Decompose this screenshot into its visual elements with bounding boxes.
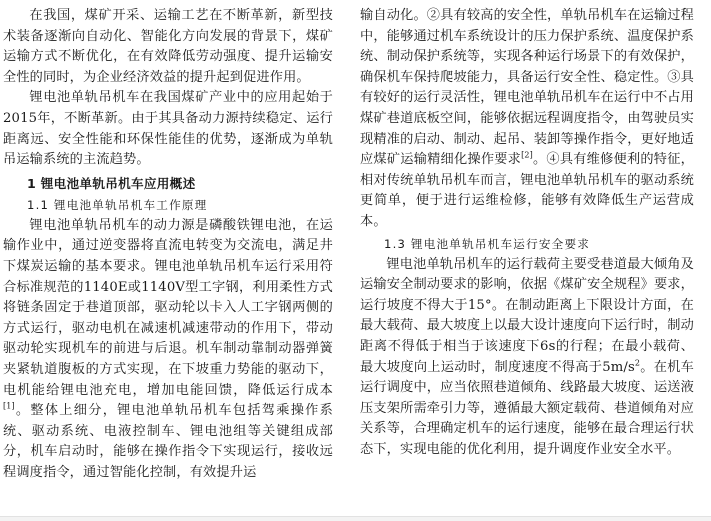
horizontal-scrollbar[interactable] (0, 516, 711, 521)
right-column (360, 6, 694, 460)
advantages-text-part2: 。④具有维修便利的特征，相对传统单轨吊机车而言，锂电池单轨吊机车的驱动系统更简单，便于进行运维检修，能够有效降低生产运营成本。 (360, 152, 694, 229)
advantages-paragraph (360, 6, 694, 233)
section-1-1-heading: 1.1 锂电池单轨吊机车工作原理 (27, 197, 208, 212)
principle-text-part1: 锂电池单轨吊机车的动力源是磷酸铁锂电池，在运输作业中，通过逆变器将直流电转变为交流电，满足井下煤炭运输的基本要求。锂电池单轨吊机车运行采用符合标准规范的1140E或1140V型工字钢，利用柔性方式将链条固定于巷道顶部，驱动轮以卡入人工字钢两侧的方式运行，驱动电机在减速机减速带动的作用下，带动驱动轮实现机车的前进与后退。机车制动靠制动器弹簧夹紧轨道腹板的方式实现，在下坡重力势能的驱动下，电机能给锂电池充电，增加电能回馈，降低运行成本 (3, 217, 333, 398)
superscript-2: 2 (634, 358, 641, 368)
principle-text-part2: 。整体上细分，锂电池单轨吊机车包括驾乘操作系统、驱动系统、电液控制车、锂电池组等关键组成部分，机车启动时，能够在操作指令下实现运行，接收远程调度指令，通过智能化控制，有效提升运 (3, 403, 333, 480)
safety-text-part1: 锂电池单轨吊机车的运行载荷主要受巷道最大倾角及运输安全制动要求的影响，依据《煤矿安全规程》要求，运行坡度不得大于15°。在制动距离上下限设计方面，在最大载荷、最大坡度上以最大设计速度向下运行时，制动距离不得低于相当于该速度下6s的行程；在最小载荷、最大坡度向上运动时，制度速度不得高于5m/s (360, 256, 694, 375)
citation-ref-1[interactable]: [1] (3, 401, 15, 411)
citation-ref-2[interactable]: [2] (521, 150, 533, 160)
history-paragraph: 锂电池单轨吊机车在我国煤矿产业中的应用起始于2015年，不断革新。由于其具备动力源持续稳定、运行距离远、安全性能和环保性能佳的优势，逐渐成为单轨吊运输系统的主流趋势。 (3, 90, 333, 168)
section-1-3-heading: 1.3 锂电池单轨吊机车运行安全要求 (384, 236, 591, 251)
principle-paragraph (3, 216, 333, 484)
safety-paragraph (360, 255, 694, 461)
safety-text-part2: 。在机车运行调度中，应当依照巷道倾角、线路最大坡度、运送液压支架所需牵引力等，遵循最大额定载荷、巷道倾角对应关系等，合理确定机车的运行速度，能够在最合理运行状态下，实现电能的优化利用，提升调度作业安全水平。 (360, 359, 694, 457)
section-1-heading: 1 锂电池单轨吊机车应用概述 (27, 175, 196, 191)
advantages-text-part1: 输自动化。②具有较高的安全性，单轨吊机车在运输过程中，能够通过机车系统设计的压力保护系统、温度保护系统、制动保护系统等，实现各种运行场景下的有效保护，确保机车保持爬坡能力，具备运行安全性、稳定性。③具有较好的运行灵活性，锂电池单轨吊机车在运行中不占用煤矿巷道底板空间，能够依据远程调度指令，由驾驶员实现精准的启动、制动、起吊、装卸等操作指令，更好地适应煤矿运输精细化操作要求 (360, 8, 694, 168)
intro-paragraph: 在我国，煤矿开采、运输工艺在不断革新，新型技术装备逐渐向自动化、智能化方向发展的背景下，煤矿运输方式不断优化，在有效降低劳动强度、提升运输安全性的同时，为企业经济效益的提升起到促进作用。 (3, 8, 333, 85)
left-column (3, 6, 333, 483)
